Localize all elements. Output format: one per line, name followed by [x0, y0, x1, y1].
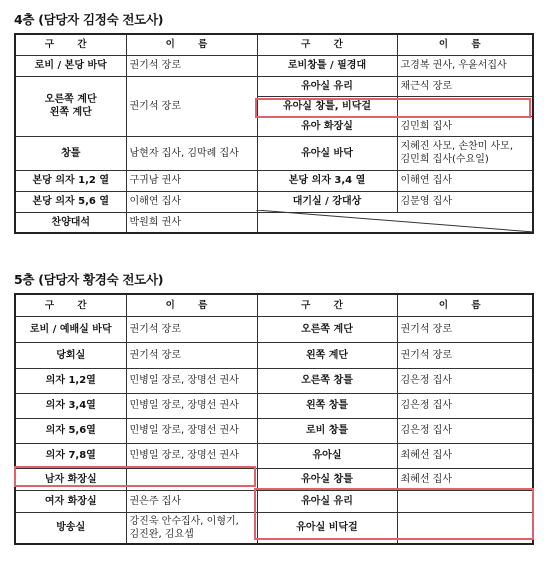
- table-header-row: [15, 294, 533, 316]
- area-cell: 유아실: [257, 443, 397, 468]
- name-cell: 권기석 장로: [397, 316, 533, 342]
- cleaning-table-4f: [14, 33, 534, 234]
- name-cell: 남현자 집사, 김막례 집사: [126, 136, 257, 170]
- table-row: [15, 55, 533, 76]
- name-cell: 고경복 권사, 우윤서집사: [397, 55, 533, 76]
- name-cell: 강진욱 안수집사, 이형기, 김진완, 김요셉: [126, 512, 257, 544]
- area-cell: 대기실 / 강대상: [257, 191, 397, 212]
- name-cell: 김은정 집사: [397, 393, 533, 418]
- area-cell: 오른쪽 계단: [257, 316, 397, 342]
- table-row: [15, 490, 533, 512]
- table-row: [15, 316, 533, 342]
- header-name: 이 름: [126, 34, 257, 55]
- table-row: [15, 191, 533, 212]
- area-cell: 왼쪽 창틀: [257, 393, 397, 418]
- cleaning-table-5f: [14, 293, 534, 545]
- table-row: [15, 418, 533, 443]
- name-cell: 권기석 장로: [126, 55, 257, 76]
- area-cell: 방송실: [15, 512, 126, 544]
- table-row: [15, 368, 533, 393]
- section-title-4f: 4층 (담당자 김정숙 전도사): [14, 12, 164, 27]
- table-row: [15, 136, 533, 170]
- name-cell: 권기석 장로: [397, 342, 533, 368]
- name-cell: 최혜선 집사: [397, 443, 533, 468]
- name-cell: [397, 512, 533, 544]
- area-cell: 찬양대석: [15, 212, 126, 233]
- name-cell: 이해연 집사: [126, 191, 257, 212]
- area-cell: 유아실 바닥: [257, 136, 397, 170]
- area-cell: 의자 5,6열: [15, 418, 126, 443]
- table-row: [15, 342, 533, 368]
- header-name: 이 름: [397, 34, 533, 55]
- name-cell: 김은정 집사: [397, 368, 533, 393]
- name-cell: 민병일 장로, 장명선 권사: [126, 418, 257, 443]
- area-cell: 남자 화장실: [15, 468, 126, 490]
- area-cell: 로비창틀 / 필경대: [257, 55, 397, 76]
- area-cell: 의자 3,4열: [15, 393, 126, 418]
- section-title-5f: 5층 (담당자 황경숙 전도사): [14, 272, 164, 287]
- name-cell: 민병일 장로, 장명선 권사: [126, 368, 257, 393]
- name-cell: [397, 96, 533, 116]
- area-cell: 유아실 창틀, 비닥걸: [257, 96, 397, 116]
- area-cell: 오른쪽 계단 왼쪽 계단: [15, 76, 126, 136]
- area-cell: 본당 의자 3,4 열: [257, 170, 397, 191]
- name-cell: 김문영 집사: [397, 191, 533, 212]
- table-row: [15, 170, 533, 191]
- area-cell: 로비 / 본당 바닥: [15, 55, 126, 76]
- header-area: 구 간: [257, 34, 397, 55]
- name-cell: 민병일 장로, 장명선 권사: [126, 393, 257, 418]
- table-row: [15, 212, 533, 233]
- header-name: 이 름: [397, 294, 533, 316]
- area-cell: 로비 / 예배실 바닥: [15, 316, 126, 342]
- name-cell: 김민희 집사: [397, 116, 533, 136]
- area-cell: 본당 의자 1,2 열: [15, 170, 126, 191]
- area-cell: 여자 화장실: [15, 490, 126, 512]
- area-cell: 유아 화장실: [257, 116, 397, 136]
- name-cell: 채근식 장로: [397, 76, 533, 96]
- name-cell: 박원희 권사: [126, 212, 257, 233]
- area-cell: 유아실 비닥걸: [257, 512, 397, 544]
- area-cell: 왼쪽 계단: [257, 342, 397, 368]
- name-cell: 구귀남 권사: [126, 170, 257, 191]
- header-name: 이 름: [126, 294, 257, 316]
- name-cell: 권기석 장로: [126, 316, 257, 342]
- name-cell: 민병일 장로, 장명선 권사: [126, 443, 257, 468]
- name-cell: [397, 490, 533, 512]
- area-cell: 창틀: [15, 136, 126, 170]
- name-cell: 최혜선 집사: [397, 468, 533, 490]
- name-cell: 지혜진 사모, 손찬미 사모, 김민희 집사(수요일): [397, 136, 533, 170]
- area-cell: 의자 7,8열: [15, 443, 126, 468]
- area-cell: 로비 창틀: [257, 418, 397, 443]
- empty-diagonal-cell: [257, 212, 533, 233]
- header-area: 구 간: [15, 294, 126, 316]
- area-cell: 유아실 유리: [257, 490, 397, 512]
- area-cell: 당회실: [15, 342, 126, 368]
- table-row: [15, 76, 533, 96]
- table-row: [15, 512, 533, 544]
- area-cell: 본당 의자 5,6 열: [15, 191, 126, 212]
- area-cell: 오른쪽 창틀: [257, 368, 397, 393]
- name-cell: 이해연 집사: [397, 170, 533, 191]
- name-cell: 권기석 장로: [126, 342, 257, 368]
- name-cell: [126, 468, 257, 490]
- area-cell: 의자 1,2열: [15, 368, 126, 393]
- name-cell: 권기석 장로: [126, 76, 257, 136]
- table-header-row: [15, 34, 533, 55]
- header-area: 구 간: [257, 294, 397, 316]
- name-cell: 김은정 집사: [397, 418, 533, 443]
- table-row: [15, 393, 533, 418]
- header-area: 구 간: [15, 34, 126, 55]
- table-row: [15, 443, 533, 468]
- table-row: [15, 468, 533, 490]
- area-cell: 유아실 창틀: [257, 468, 397, 490]
- name-cell: 권은주 집사: [126, 490, 257, 512]
- area-cell: 유아실 유리: [257, 76, 397, 96]
